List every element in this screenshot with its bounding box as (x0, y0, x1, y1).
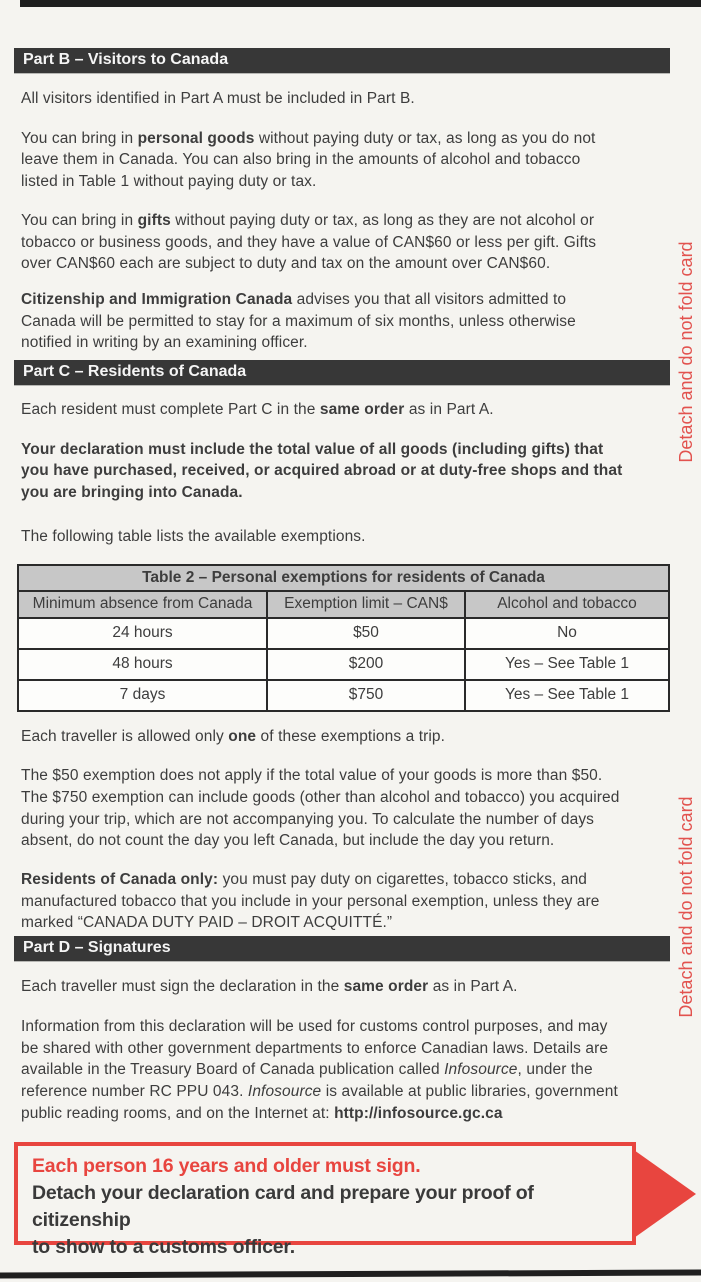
text-segment: The $750 exemption can include goods (other than alcohol and tobacco) you acquired (21, 788, 620, 806)
notice-line-must-sign: Each person 16 years and older must sign. (32, 1155, 421, 1178)
text-segment: one (228, 727, 257, 745)
page-content (14, 48, 670, 1259)
text-segment: marked “CANADA DUTY PAID – DROIT ACQUITTÉ.” (21, 914, 393, 932)
text-segment: to show to a customs officer. (32, 1236, 295, 1259)
table-cell: 7 days (18, 680, 267, 711)
table-row (18, 618, 669, 649)
side-note-detach-top: Detach and do not fold card (676, 241, 696, 463)
text-segment: available in the Treasury Board of Canada publication called (21, 1061, 445, 1079)
text-segment: listed in Table 1 without paying duty or tax. (21, 173, 317, 191)
para-table-intro (14, 526, 670, 548)
text-segment: Each resident must complete Part C in the (21, 401, 320, 419)
para-personal-goods (14, 128, 670, 193)
table-cell: 24 hours (18, 618, 267, 649)
part-c-header-label: Part C – Residents of Canada (23, 363, 247, 381)
text-segment: public reading rooms, and on the Internet at: (21, 1104, 335, 1122)
table-cell: Yes – See Table 1 (465, 649, 669, 680)
table2-header-row (18, 591, 669, 618)
text-segment: reference number RC PPU 043. (21, 1082, 248, 1100)
text-segment: Your declaration must include the total value of all goods (including gifts) that (21, 440, 604, 458)
text-segment: advises you that all visitors admitted to (292, 290, 567, 308)
table2-title-row (18, 565, 669, 591)
text-segment: as in Part A. (404, 401, 494, 419)
arrow-right-icon (634, 1150, 696, 1238)
text-segment: Infosource (444, 1061, 518, 1079)
text-segment: Citizenship and Immigration Canada (21, 290, 293, 308)
text-segment: of these exemptions a trip. (256, 727, 446, 745)
text-segment: Each traveller is allowed only (21, 727, 229, 745)
table-header-cell: Exemption limit – CAN$ (267, 591, 465, 618)
table-row (18, 649, 669, 680)
para-citizenship-immigration (14, 289, 670, 354)
para-infosource-privacy (14, 1016, 670, 1125)
para-sign-order (14, 976, 670, 998)
para-one-exemption (14, 726, 670, 748)
text-segment: tobacco or business goods, and they have a value of CAN$60 or less per gift. Gifts (21, 233, 597, 251)
text-segment: All visitors identified in Part A must be included in Part B. (21, 90, 415, 107)
top-edge-bar (20, 0, 701, 7)
text-segment: notified in writing by an examining officer. (21, 334, 308, 352)
table-cell: No (465, 618, 669, 649)
text-segment: leave them in Canada. You can also bring in the amounts of alcohol and tobacco (21, 151, 581, 169)
text-segment: You can bring in (21, 211, 138, 229)
text-segment: absent, do not count the day you left Canada, but include the day you return. (21, 832, 555, 850)
part-d-header-label: Part D – Signatures (23, 939, 171, 957)
text-segment: manufactured tobacco that you include in your personal exemption, unless they are (21, 892, 600, 910)
para-exemption-details (14, 765, 670, 852)
table-cell: $50 (267, 618, 465, 649)
table2-body (18, 618, 669, 711)
part-b-header-label: Part B – Visitors to Canada (23, 51, 229, 68)
table-header-cell: Minimum absence from Canada (18, 591, 267, 618)
text-segment: during your trip, which are not accompanying you. To calculate the number of days (21, 810, 595, 828)
notice-line-detach-card (32, 1180, 632, 1261)
table-header-cell: Alcohol and tobacco (465, 591, 669, 618)
text-segment: Infosource (247, 1082, 322, 1100)
text-segment: , under the (517, 1061, 593, 1079)
text-segment: same order (343, 978, 429, 996)
text-segment: as in Part A. (428, 978, 518, 996)
para-resident-same-order (14, 399, 670, 421)
text-segment: personal goods (137, 129, 255, 147)
text-segment: You can bring in (21, 129, 138, 147)
table2-personal-exemptions (17, 564, 670, 712)
table2-title: Table 2 – Personal exemptions for residents of Canada (18, 565, 669, 591)
table-cell: 48 hours (18, 649, 267, 680)
bottom-edge-bar (0, 1269, 701, 1278)
side-note-detach-bottom: Detach and do not fold card (676, 796, 696, 1018)
para-all-visitors (14, 88, 670, 110)
text-segment: without paying duty or tax, as long as you do not (254, 129, 596, 147)
text-segment: is available at public libraries, government (321, 1082, 618, 1100)
text-segment: Residents of Canada only: (21, 871, 219, 889)
text-segment: The following table lists the available exemptions. (21, 527, 366, 545)
para-declaration-total-value (14, 439, 670, 504)
text-segment: you must pay duty on cigarettes, tobacco sticks, and (218, 871, 588, 889)
text-segment: Information from this declaration will be used for customs control purposes, and may (21, 1017, 608, 1035)
text-segment: gifts (137, 211, 171, 229)
text-segment: you are bringing into Canada. (21, 484, 243, 502)
text-segment: The $50 exemption does not apply if the total value of your goods is more than $50. (21, 767, 603, 785)
text-segment: you have purchased, received, or acquired abroad or at duty-free shops and that (21, 462, 623, 480)
sign-notice-box (14, 1142, 636, 1259)
text-segment: same order (319, 401, 405, 419)
table-row (18, 680, 669, 711)
text-segment: Each traveller must sign the declaration in the (21, 978, 344, 996)
text-segment: be shared with other government departments to enforce Canadian laws. Details are (21, 1039, 609, 1057)
text-segment: Canada will be permitted to stay for a maximum of six months, unless otherwise (21, 312, 576, 330)
text-segment: http://infosource.gc.ca (334, 1104, 503, 1122)
table-cell: Yes – See Table 1 (465, 680, 669, 711)
table-cell: $200 (267, 649, 465, 680)
para-residents-only-duty (14, 869, 670, 934)
table-cell: $750 (267, 680, 465, 711)
text-segment: without paying duty or tax, as long as they are not alcohol or (170, 211, 595, 229)
text-segment: over CAN$60 each are subject to duty and tax on the amount over CAN$60. (21, 255, 551, 273)
para-gifts (14, 210, 670, 275)
part-c-header-bar (14, 360, 670, 385)
text-segment: Detach your declaration card and prepare your proof of citizenship (32, 1182, 534, 1232)
part-d-header-bar (14, 936, 670, 961)
part-b-header-bar (14, 48, 670, 73)
